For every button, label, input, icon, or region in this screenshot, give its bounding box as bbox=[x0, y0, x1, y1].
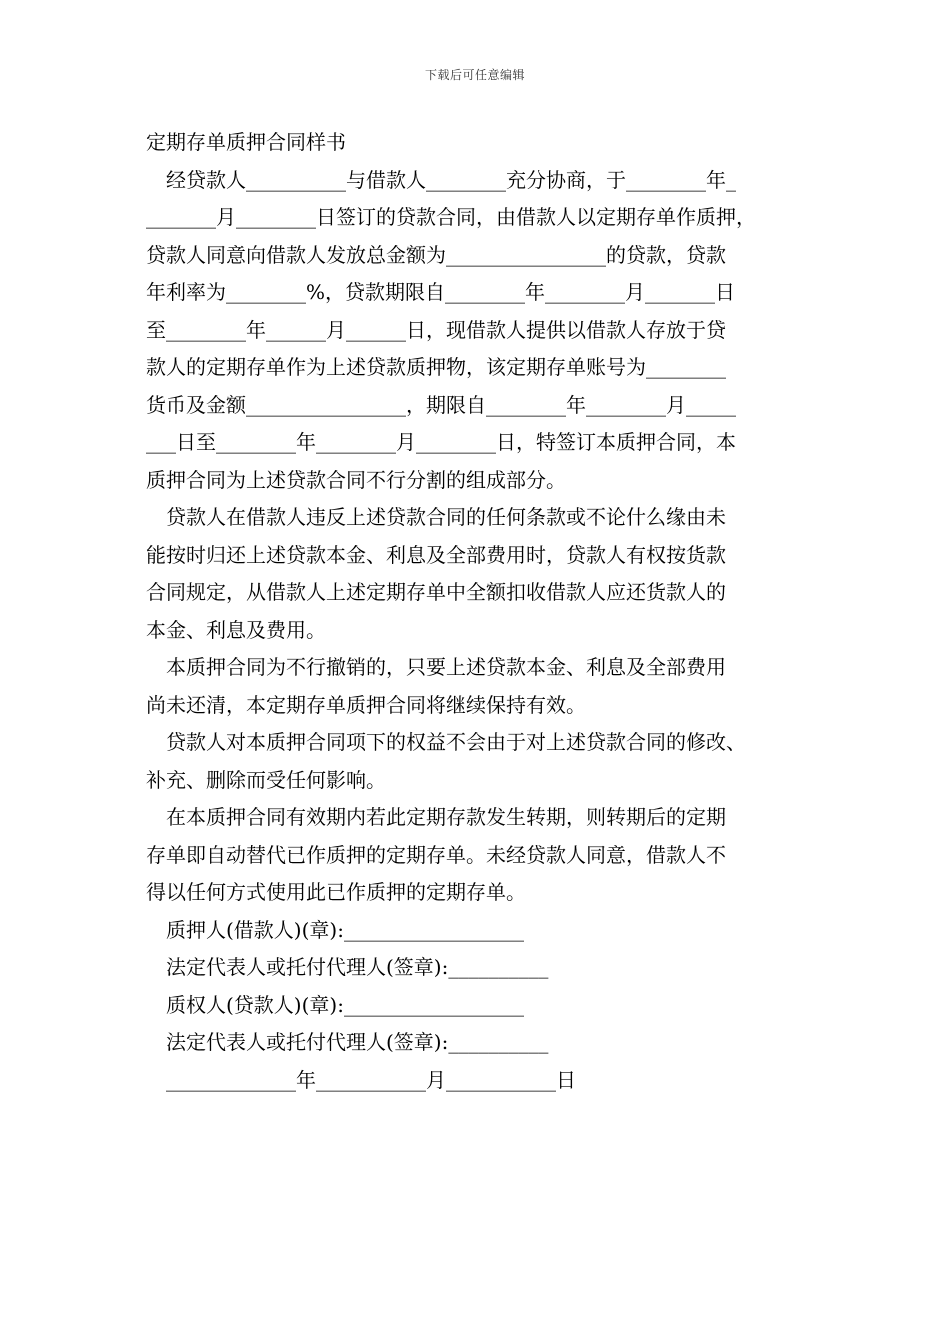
text-line: 年利率为________%，贷款期限自________年________月_______日 bbox=[146, 280, 736, 304]
page-header: 下载后可任意编辑 bbox=[424, 68, 525, 82]
contract-text bbox=[146, 162, 816, 1100]
text-line: 贷款人在借款人违反上述贷款合同的任何条款或不论什么缘由未 bbox=[166, 505, 726, 529]
text-line: 贷款人同意向借款人发放总金额为________________的贷款，贷款 bbox=[146, 242, 726, 267]
text-line: 本质押合同为不行撤销的，只要上述贷款本金、利息及全部费用 bbox=[166, 655, 726, 679]
document-title: 定期存单质押合同样书 bbox=[146, 130, 346, 154]
contract-body bbox=[146, 124, 816, 1099]
text-line: 法定代表人或托付代理人(签章):__________ bbox=[166, 1030, 549, 1054]
text-line: 至________年______月______日，现借款人提供以借款人存放于贷 bbox=[146, 317, 726, 342]
text-line: 合同规定，从借款人上述定期存单中全额扣收借款人应还货款人的 bbox=[146, 580, 726, 604]
text-line: _______月________日签订的贷款合同，由借款人以定期存单作质押， bbox=[146, 205, 756, 229]
text-line: 尚未还清，本定期存单质押合同将继续保持有效。 bbox=[146, 692, 586, 717]
text-line: 贷款人对本质押合同项下的权益不会由于对上述贷款合同的修改、 bbox=[166, 730, 746, 754]
text-line: ___日至________年________月________日，特签订本质押合同，本 bbox=[146, 430, 736, 454]
text-line: 补充、删除而受任何影响。 bbox=[146, 767, 386, 792]
text-line: 得以任何方式使用此已作质押的定期存单。 bbox=[146, 880, 526, 904]
text-line: 货币及金额________________，期限自________年________月_____ bbox=[146, 392, 736, 417]
text-line: 款人的定期存单作为上述贷款质押物，该定期存单账号为________ bbox=[146, 355, 726, 379]
text-line: 能按时归还上述贷款本金、利息及全部费用时，贷款人有权按货款 bbox=[146, 542, 726, 567]
text-line: 经贷款人__________与借款人________充分协商，于________年_ bbox=[166, 167, 736, 192]
text-line: 质押合同为上述贷款合同不行分割的组成部分。 bbox=[146, 467, 566, 492]
text-line: _____________年___________月___________日 bbox=[166, 1067, 576, 1092]
text-line: 本金、利息及费用。 bbox=[146, 617, 326, 642]
text-line: 法定代表人或托付代理人(签章):__________ bbox=[166, 955, 549, 979]
text-line: 质押人(借款人)(章):__________________ bbox=[166, 917, 524, 942]
text-line: 存单即自动替代已作质押的定期存单。未经贷款人同意，借款人不 bbox=[146, 842, 726, 867]
text-line: 质权人(贷款人)(章):__________________ bbox=[166, 992, 524, 1017]
text-line: 在本质押合同有效期内若此定期存款发生转期，则转期后的定期 bbox=[166, 805, 726, 829]
